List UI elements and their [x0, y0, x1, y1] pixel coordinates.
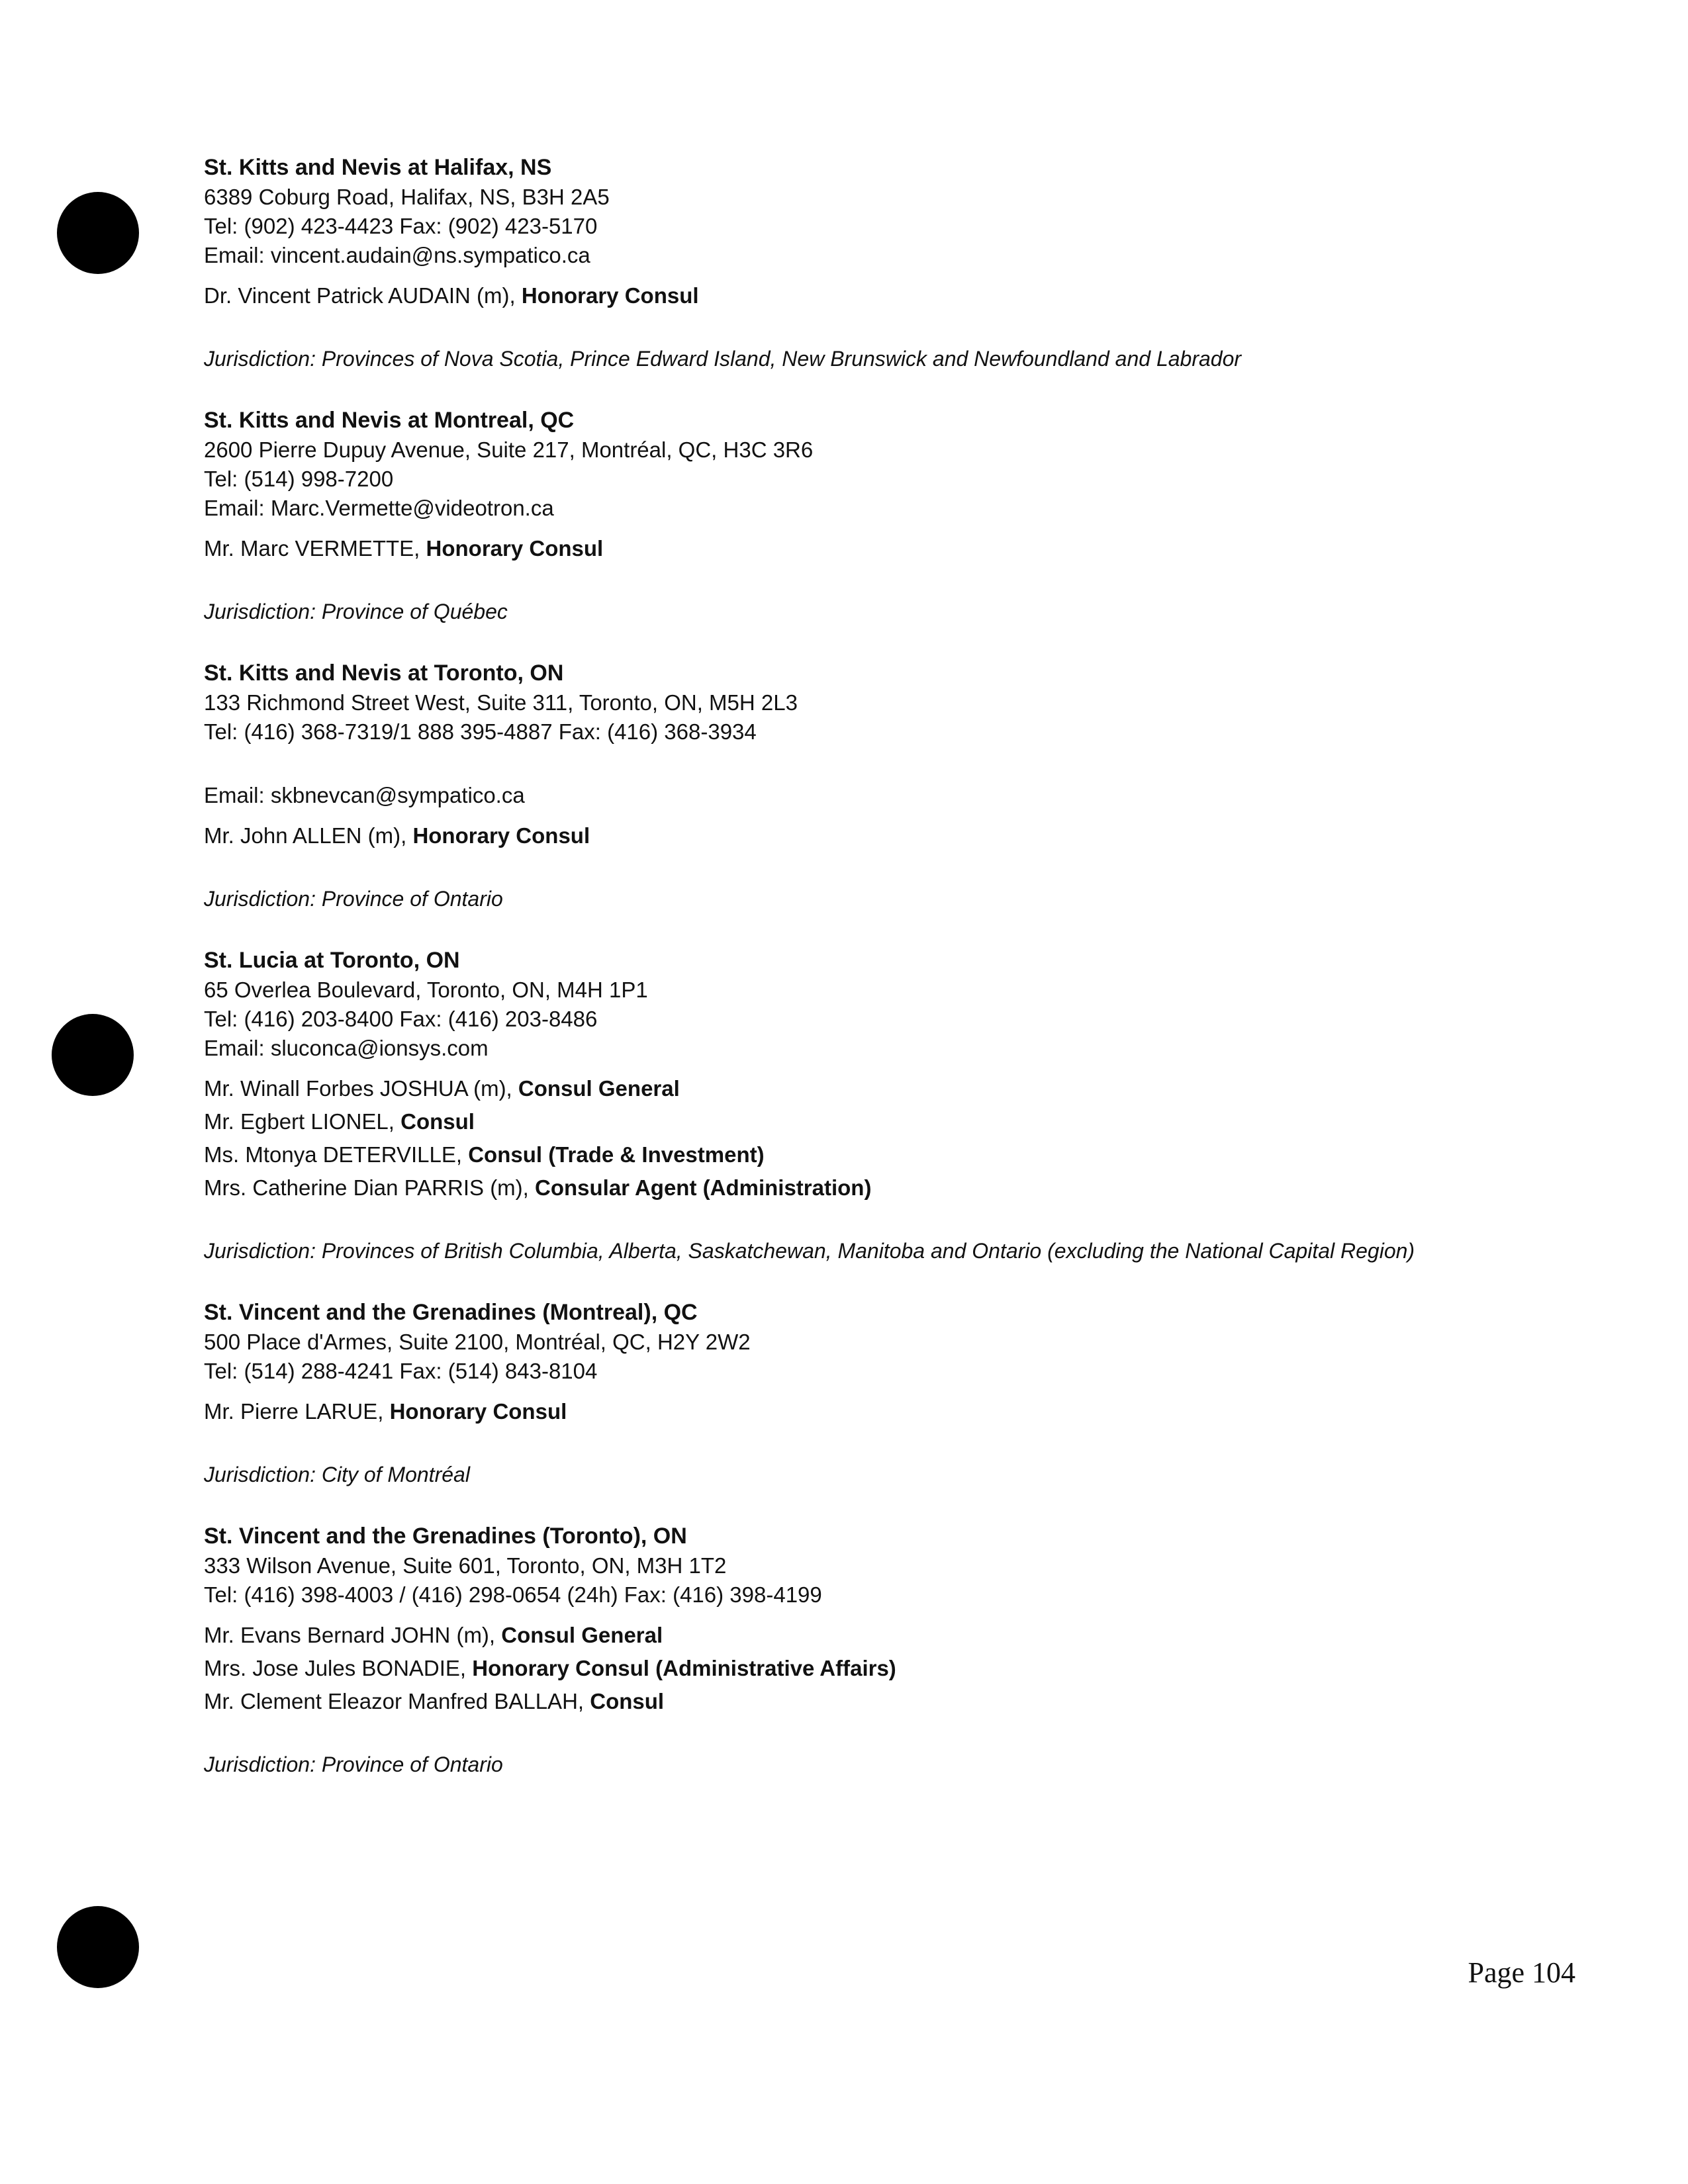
entry-title: St. Vincent and the Grenadines (Toronto), ON — [204, 1524, 687, 1549]
consulate-list — [204, 152, 1501, 1811]
address-line: 2600 Pierre Dupuy Avenue, Suite 217, Montréal, QC, H3C 3R6 — [204, 437, 814, 462]
entry-title: St. Vincent and the Grenadines (Montreal), QC — [204, 1300, 698, 1325]
address-line: 500 Place d'Armes, Suite 2100, Montréal, QC, H2Y 2W2 — [204, 1330, 751, 1354]
jurisdiction-label: Jurisdiction: — [204, 347, 316, 371]
person-line — [204, 1105, 1501, 1138]
person-title: Consular Agent (Administration) — [535, 1175, 872, 1200]
punch-hole — [52, 1014, 134, 1096]
jurisdiction-label: Jurisdiction: — [204, 1752, 316, 1776]
jurisdiction-label: Jurisdiction: — [204, 1463, 316, 1486]
email-line: Email: vincent.audain@ns.sympatico.ca — [204, 243, 590, 267]
person-name: Mr. Evans Bernard JOHN (m), — [204, 1623, 502, 1647]
person-line — [204, 1072, 1501, 1105]
address-line: 133 Richmond Street West, Suite 311, Toronto, ON, M5H 2L3 — [204, 690, 798, 715]
person-line — [204, 1171, 1501, 1205]
jurisdiction-label: Jurisdiction: — [204, 600, 316, 623]
person-title: Consul (Trade & Investment) — [468, 1142, 765, 1167]
jurisdiction — [204, 1750, 1462, 1779]
email-line: Email: Marc.Vermette@videotron.ca — [204, 496, 554, 520]
person-title: Honorary Consul — [521, 283, 699, 308]
jurisdiction-label: Jurisdiction: — [204, 1239, 316, 1263]
entry-title: St. Kitts and Nevis at Halifax, NS — [204, 155, 552, 180]
consulate-entry — [204, 658, 1501, 913]
person-line — [204, 1619, 1501, 1652]
jurisdiction-label: Jurisdiction: — [204, 887, 316, 911]
consulate-entry — [204, 1521, 1501, 1779]
consulate-entry — [204, 405, 1501, 626]
consulate-entry — [204, 945, 1501, 1265]
phone-line: Tel: (416) 368-7319/1 888 395-4887 Fax: (416) 368-3934 — [204, 719, 757, 744]
person-line — [204, 1652, 1501, 1685]
jurisdiction-text: Province of Ontario — [315, 887, 503, 911]
jurisdiction — [204, 344, 1462, 373]
page-number: Page 104 — [1468, 1956, 1575, 1989]
person-title: Honorary Consul (Administrative Affairs) — [472, 1656, 896, 1680]
entry-title: St. Kitts and Nevis at Toronto, ON — [204, 660, 564, 686]
phone-line: Tel: (902) 423-4423 Fax: (902) 423-5170 — [204, 214, 598, 238]
person-title: Honorary Consul — [426, 536, 604, 561]
person-name: Dr. Vincent Patrick AUDAIN (m), — [204, 283, 522, 308]
email-line: Email: sluconca@ionsys.com — [204, 1036, 489, 1060]
person-line — [204, 819, 1501, 852]
person-line — [204, 1685, 1501, 1718]
punch-hole — [57, 192, 139, 274]
jurisdiction-text: City of Montréal — [315, 1463, 470, 1486]
person-line — [204, 1395, 1501, 1428]
consulate-entry — [204, 1297, 1501, 1489]
punch-hole — [57, 1906, 139, 1988]
person-title: Consul General — [501, 1623, 663, 1647]
person-name: Mr. Marc VERMETTE, — [204, 536, 426, 561]
consulate-entry — [204, 152, 1501, 373]
address-line: 65 Overlea Boulevard, Toronto, ON, M4H 1P1 — [204, 978, 648, 1002]
person-name: Mrs. Catherine Dian PARRIS (m), — [204, 1175, 535, 1200]
jurisdiction-text: Province of Québec — [315, 600, 508, 623]
jurisdiction — [204, 1460, 1462, 1489]
phone-line: Tel: (514) 288-4241 Fax: (514) 843-8104 — [204, 1359, 598, 1383]
entry-title: St. Kitts and Nevis at Montreal, QC — [204, 408, 575, 433]
person-title: Consul — [590, 1689, 665, 1713]
person-title: Consul General — [518, 1076, 680, 1101]
jurisdiction-text: Provinces of British Columbia, Alberta, Saskatchewan, Manitoba and Ontario (excluding the National Capital Region) — [315, 1239, 1415, 1263]
person-name: Mr. Pierre LARUE, — [204, 1399, 390, 1424]
person-title: Honorary Consul — [412, 823, 590, 848]
address-line: 333 Wilson Avenue, Suite 601, Toronto, ON, M3H 1T2 — [204, 1553, 727, 1578]
jurisdiction — [204, 1236, 1462, 1265]
person-title: Honorary Consul — [389, 1399, 567, 1424]
person-name: Ms. Mtonya DETERVILLE, — [204, 1142, 469, 1167]
person-title: Consul — [400, 1109, 475, 1134]
person-name: Mr. Clement Eleazor Manfred BALLAH, — [204, 1689, 590, 1713]
jurisdiction-text: Province of Ontario — [315, 1752, 503, 1776]
person-line — [204, 532, 1501, 565]
phone-line: Tel: (514) 998-7200 — [204, 467, 394, 491]
person-name: Mrs. Jose Jules BONADIE, — [204, 1656, 473, 1680]
email-line: Email: skbnevcan@sympatico.ca — [204, 783, 525, 807]
jurisdiction-text: Provinces of Nova Scotia, Prince Edward Island, New Brunswick and Newfoundland and Labrador — [315, 347, 1242, 371]
person-line — [204, 1138, 1501, 1171]
person-line — [204, 279, 1501, 312]
person-name: Mr. Egbert LIONEL, — [204, 1109, 401, 1134]
phone-line: Tel: (416) 398-4003 / (416) 298-0654 (24h) Fax: (416) 398-4199 — [204, 1582, 822, 1607]
entry-title: St. Lucia at Toronto, ON — [204, 948, 460, 973]
address-line: 6389 Coburg Road, Halifax, NS, B3H 2A5 — [204, 185, 610, 209]
jurisdiction — [204, 884, 1462, 913]
jurisdiction — [204, 597, 1462, 626]
person-name: Mr. John ALLEN (m), — [204, 823, 413, 848]
person-name: Mr. Winall Forbes JOSHUA (m), — [204, 1076, 518, 1101]
phone-line: Tel: (416) 203-8400 Fax: (416) 203-8486 — [204, 1007, 598, 1031]
